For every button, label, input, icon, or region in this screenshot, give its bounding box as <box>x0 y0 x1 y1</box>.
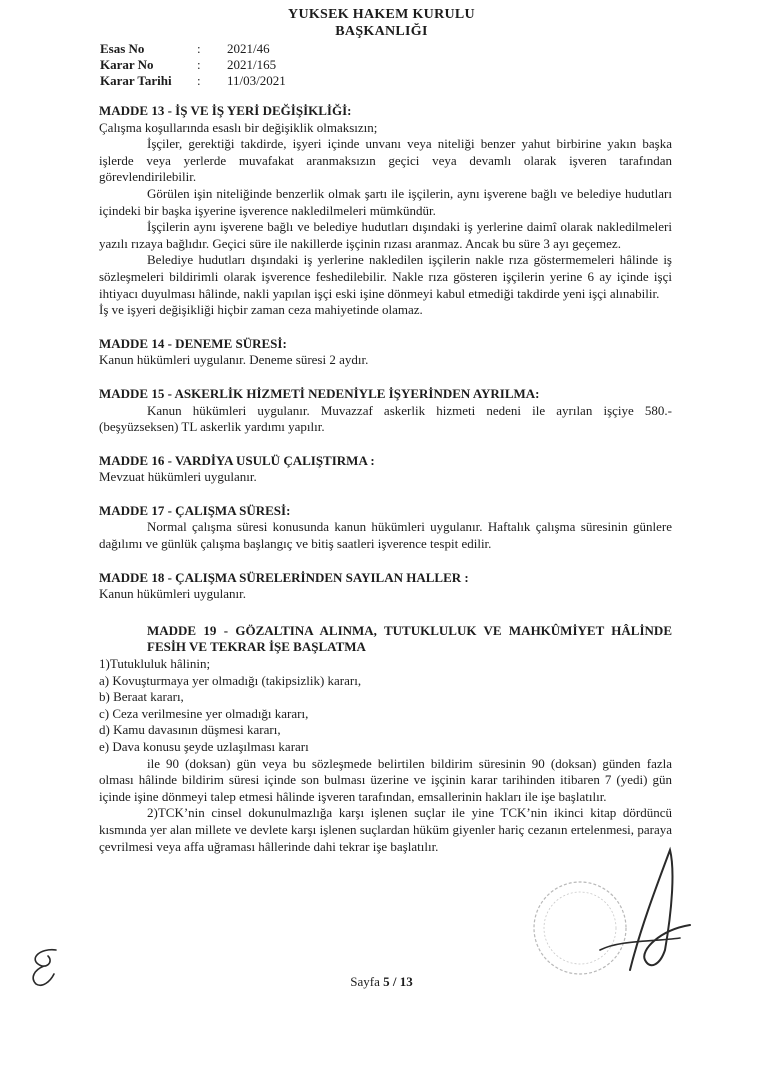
article-19-title: MADDE 19 - GÖZALTINA ALINMA, TUTUKLULUK VE MAHKÛMİYET HÂLİNDE FESİH VE TEKRAR İŞE BAŞLATMA <box>147 622 672 655</box>
article-18-paragraph: Kanun hükümleri uygulanır. <box>99 586 246 602</box>
header-line-2: BAŞKANLIĞI <box>335 24 428 39</box>
page-footer <box>0 974 763 990</box>
page-label: Sayfa <box>350 974 384 989</box>
article-19-list-item: c) Ceza verilmesine yer olmadığı kararı, <box>99 705 309 721</box>
article-13-paragraph: Görülen işin niteliğinde benzerlik olmak şartı ile işçilerin, aynı işverene bağlı ve belediye hudutları içindeki bir başka işyerine işverence nakledilmeleri mümkündür. <box>99 185 672 218</box>
article-18-title: MADDE 18 - ÇALIŞMA SÜRELERİNDEN SAYILAN HALLER : <box>99 569 469 585</box>
meta-value: 2021/46 <box>227 41 270 56</box>
article-13-paragraph: Belediye hudutları dışındaki iş yerlerine nakledilen işçilerin nakle rıza göstermemeleri hâlinde iş sözleşmeleri bildirimli olarak işverence feshedilebilir. Nakle rıza gösteren işçilerin yerine 6 ay içinde işçi ihtiyacı duyulması hâlinde, nakli yapılan işçi eski işine dönmeyi kabul etmediği takdirde yeni işçi alınabilir. <box>99 252 672 301</box>
article-14-title: MADDE 14 - DENEME SÜRESİ: <box>99 335 287 351</box>
meta-label: Esas No <box>100 41 145 56</box>
article-19-list-item: e) Dava konusu şeyde uzlaşılması kararı <box>99 739 309 754</box>
meta-row-karar-tarihi <box>100 73 286 89</box>
article-13-paragraph: İşçiler, gerektiği takdirde, işyeri içinde unvanı veya niteliği benzer yahut birbirine yakın başka işlerde veya yerlerde muvafakat aranmaksızın geçici veya devamlı olarak işveren tarafından görevlendirilebilir. <box>99 136 672 185</box>
meta-separator: : <box>197 73 201 88</box>
document-body <box>99 103 672 855</box>
article-17-title: MADDE 17 - ÇALIŞMA SÜRESİ: <box>99 502 291 518</box>
meta-separator: : <box>197 57 201 72</box>
article-13-title: MADDE 13 - İŞ VE İŞ YERİ DEĞİŞİKLİĞİ: <box>99 103 352 118</box>
article-19-list-item: a) Kovuşturmaya yer olmadığı (takipsizlik) kararı, <box>99 672 362 688</box>
article-15-paragraph: Kanun hükümleri uygulanır. Muvazzaf askerlik hizmeti nedeni ile ayrılan işçiye 580.- (beşyüzseksen) TL askerlik yardımı yapılır. <box>99 402 672 435</box>
case-meta <box>100 41 286 89</box>
article-13-paragraph: Çalışma koşullarında esaslı bir değişiklik olmaksızın; <box>99 119 378 135</box>
document-header <box>0 6 763 40</box>
article-13-paragraph: İşçilerin aynı işverene bağlı ve belediye hudutları dışındaki iş yerlerine daimî olarak nakledilmeleri yazılı rızaya bağlıdır. Geçici süre ile nakillerde işçinin rızası aranmaz. Ancak bu süre 3 ayı geçemez. <box>99 219 672 251</box>
article-19-subsection-1: 1)Tutukluluk hâlinin; <box>99 656 211 672</box>
page-number: 5 / 13 <box>383 974 413 989</box>
article-14-paragraph: Kanun hükümleri uygulanır. Deneme süresi 2 aydır. <box>99 352 369 368</box>
meta-label: Karar Tarihi <box>100 73 172 88</box>
meta-row-esas <box>100 41 286 57</box>
meta-value: 2021/165 <box>227 57 277 72</box>
handwritten-signature <box>560 830 710 980</box>
meta-row-karar <box>100 57 286 73</box>
article-19-subsection-2: 2)TCK’nin cinsel dokunulmazlığa karşı işlenen suçlar ile yine TCK’nin ikinci kitap dördüncü kısmında yer alan millete ve devlete karşı işlenen suçlardan hüküm giyenler hariç cezanın ertelenmesi, paraya çevrilmesi veya affa uğraması hâllerinde dahi tekrar işe başlatılır. <box>99 805 672 854</box>
article-13-paragraph: İş ve işyeri değişikliği hiçbir zaman ceza mahiyetinde olamaz. <box>99 302 423 318</box>
article-16-paragraph: Mevzuat hükümleri uygulanır. <box>99 469 257 485</box>
article-19-list-item: d) Kamu davasının düşmesi kararı, <box>99 722 281 738</box>
meta-value: 11/03/2021 <box>227 73 286 88</box>
article-19-list-item: b) Beraat kararı, <box>99 689 184 705</box>
meta-label: Karar No <box>100 57 154 72</box>
article-15-title: MADDE 15 - ASKERLİK HİZMETİ NEDENİYLE İŞYERİNDEN AYRILMA: <box>99 385 540 401</box>
article-17-paragraph: Normal çalışma süresi konusunda kanun hükümleri uygulanır. Haftalık çalışma süresinin günlere dağılımı ve günlük çalışma başlangıç ve bitiş saatleri işverence tespit edilir. <box>99 519 672 552</box>
meta-separator: : <box>197 41 201 56</box>
header-line-1: YUKSEK HAKEM KURULU <box>288 7 475 22</box>
article-19-paragraph: ile 90 (doksan) gün veya bu sözleşmede belirtilen bildirim süresinin 90 (doksan) günden fazla olması hâlinde bildirim süresi içinde son bulması üzerine ve işçinin karar tarihinden itibaren 7 (yedi) gün içinde işine dönmeyi talep etmesi hâlinde işveren tarafından, emsallerinin hakları ile işe başlatılır. <box>99 755 672 804</box>
article-16-title: MADDE 16 - VARDİYA USULÜ ÇALIŞTIRMA : <box>99 452 375 468</box>
